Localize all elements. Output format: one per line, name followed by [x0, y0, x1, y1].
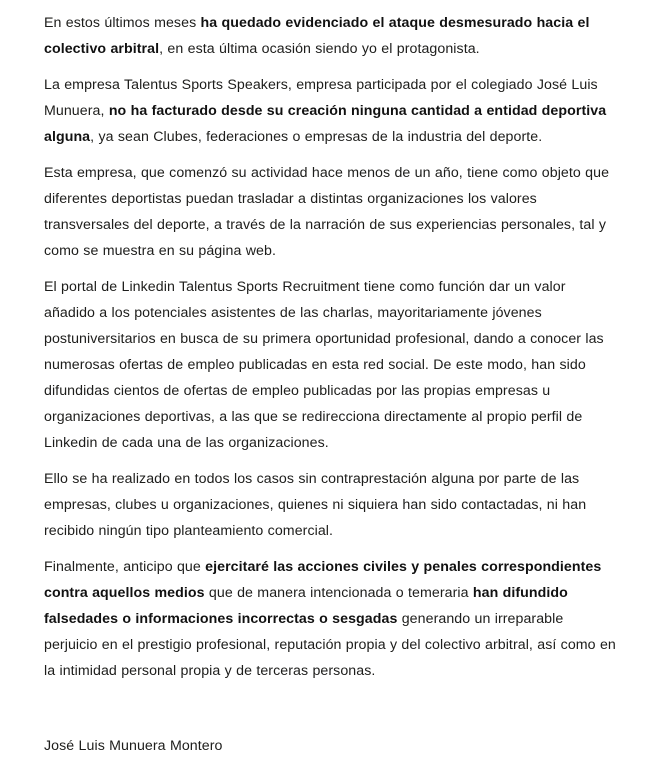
paragraph-6-run-4-bold: han difundido falsedades o informaciones incorrectas o sesgadas: [44, 585, 568, 627]
paragraph-2-run-1: La empresa Talentus Sports Speakers, empresa participada por el colegiado José Luis Munuera,: [44, 77, 598, 119]
paragraph-4: [44, 274, 620, 456]
paragraph-4-run-1: El portal de Linkedin Talentus Sports Recruitment tiene como función dar un valor añadido a los potenciales asistentes de las charlas, mayoritariamente jóvenes postuniversitarios en busca de su primera oportunidad profesional, dando a conocer las numerosas ofertas de empleo publicadas en esta red social. De este modo, han sido difundidas cientos de ofertas de empleo publicadas por las propias empresas u organizaciones deportivas, a las que se redirecciona directamente al propio perfil de Linkedin de cada una de las organizaciones.: [44, 279, 604, 451]
paragraph-2-run-3: , ya sean Clubes, federaciones o empresas de la industria del deporte.: [90, 129, 543, 145]
paragraph-5: [44, 466, 620, 544]
paragraph-3-run-1: Esta empresa, que comenzó su actividad hace menos de un año, tiene como objeto que diferentes deportistas puedan trasladar a distintas organizaciones los valores transversales del deporte, a través de la narración de sus experiencias personales, tal y como se muestra en su página web.: [44, 165, 610, 259]
paragraph-6-run-5: generando un irreparable perjuicio en el prestigio profesional, reputación propia y del colectivo arbitral, así como en la intimidad personal propia y de terceras personas.: [44, 611, 616, 679]
signature-block: [44, 733, 620, 759]
signature-name: José Luis Munuera Montero: [44, 738, 223, 754]
paragraph-2: [44, 72, 620, 150]
paragraph-1: [44, 10, 620, 62]
paragraph-6: [44, 554, 620, 684]
paragraph-1-run-1: En estos últimos meses: [44, 15, 201, 31]
paragraph-6-run-1: Finalmente, anticipo que: [44, 559, 206, 575]
paragraph-6-run-3: que de manera intencionada o temeraria: [204, 585, 473, 601]
paragraph-3: [44, 160, 620, 264]
statement-body: [44, 10, 620, 759]
paragraph-1-run-3: , en esta última ocasión siendo yo el protagonista.: [159, 41, 480, 57]
paragraph-5-run-1: Ello se ha realizado en todos los casos sin contraprestación alguna por parte de las empresas, clubes u organizaciones, quienes ni siquiera han sido contactadas, ni han recibido ningún tipo planteamiento comercial.: [44, 471, 587, 539]
paragraph-6-run-2-bold: ejercitaré las acciones civiles y penales correspondientes contra aquellos medios: [44, 559, 602, 601]
paragraph-1-run-2-bold: ha quedado evidenciado el ataque desmesurado hacia el colectivo arbitral: [44, 15, 590, 57]
paragraph-2-run-2-bold: no ha facturado desde su creación ninguna cantidad a entidad deportiva alguna: [44, 103, 607, 145]
